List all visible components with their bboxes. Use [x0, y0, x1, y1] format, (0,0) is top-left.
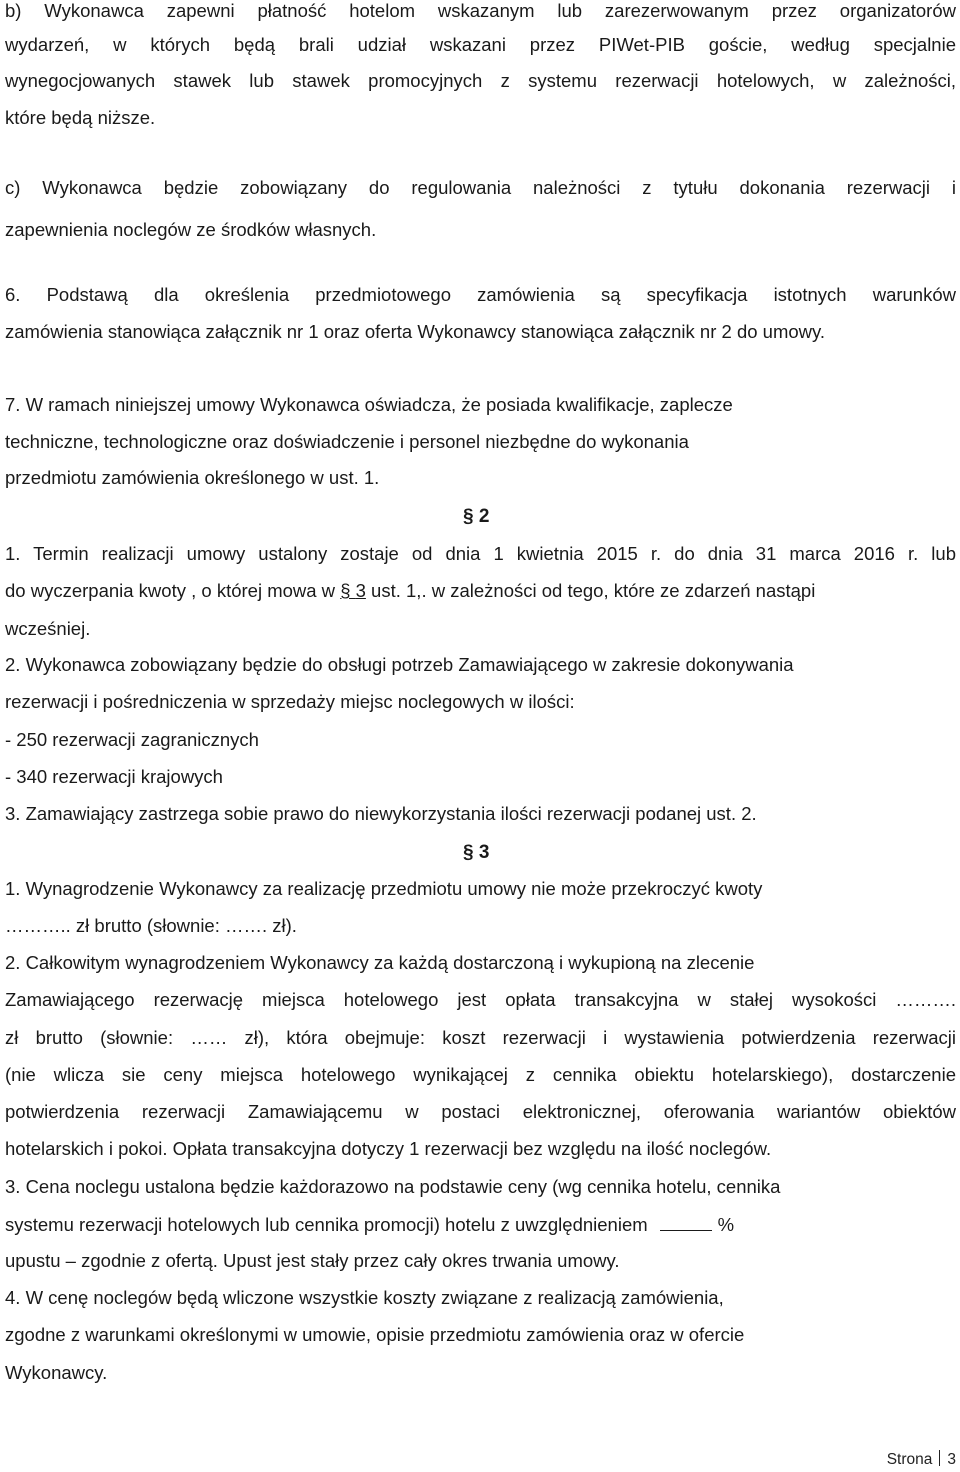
text-line: (nie wlicza sie ceny miejsca hotelowego wynikającej z cennika obiektu hotelarskiego), dostarczenie: [5, 1064, 956, 1085]
section-number: 3: [478, 842, 490, 863]
text-line: 4. W cenę noclegów będą wliczone wszystkie koszty związane z realizacją zamówienia,: [5, 1287, 724, 1308]
text-line: 3. Cena noclegu ustalona będzie każdorazowo na podstawie ceny (wg cennika hotelu, cennika: [5, 1176, 781, 1197]
text-line: b) Wykonawca zapewni płatność hotelom wskazanym lub zarezerwowanym przez organizatorów: [5, 0, 956, 21]
text-line: Wykonawcy.: [5, 1362, 108, 1383]
text-line: które będą niższe.: [5, 107, 156, 128]
text-line: rezerwacji i pośredniczenia w sprzedaży miejsc noclegowych w ilości:: [5, 691, 575, 712]
page-number: 3: [947, 1451, 956, 1468]
text-line: 2. Wykonawca zobowiązany będzie do obsługi potrzeb Zamawiającego w zakresie dokonywania: [5, 654, 794, 675]
section-reference[interactable]: § 3: [340, 580, 366, 601]
page-footer: [887, 1449, 956, 1471]
text-line: wcześniej.: [5, 618, 91, 639]
text-line: 1. Wynagrodzenie Wykonawcy za realizację przedmiotu umowy nie może przekroczyć kwoty: [5, 878, 763, 899]
text-line: 1. Termin realizacji umowy ustalony zostaje od dnia 1 kwietnia 2015 r. do dnia 31 marca 2016 r. lub: [5, 543, 956, 564]
text-line: 3. Zamawiający zastrzega sobie prawo do niewykorzystania ilości rezerwacji podanej ust. 2.: [5, 803, 757, 824]
section-heading: § 3: [463, 842, 490, 863]
text-line: c) Wykonawca będzie zobowiązany do regulowania należności z tytułu dokonania rezerwacji i: [5, 177, 956, 198]
text-line: zł brutto (słownie: …… zł), która obejmuje: koszt rezerwacji i wystawienia potwierdzenia rezerwacji: [5, 1027, 956, 1048]
text-line: hotelarskich i pokoi. Opłata transakcyjna dotyczy 1 rezerwacji bez względu na ilość noclegów.: [5, 1138, 772, 1159]
text-line: zapewnienia noclegów ze środków własnych.: [5, 219, 377, 240]
section-number: 2: [478, 506, 490, 527]
text-line: Zamawiającego rezerwację miejsca hotelowego jest opłata transakcyjna w stałej wysokości ……….: [5, 989, 956, 1010]
text-line: 7. W ramach niniejszej umowy Wykonawca oświadcza, że posiada kwalifikacje, zaplecze: [5, 394, 733, 415]
text-line: zamówienia stanowiąca załącznik nr 1 oraz oferta Wykonawcy stanowiąca załącznik nr 2 do umowy.: [5, 321, 826, 342]
percentage-blank[interactable]: [660, 1212, 712, 1231]
text-line: wydarzeń, w których będą brali udział wskazani przez PIWet-PIB goście, według specjalnie: [5, 34, 956, 55]
list-item: - 250 rezerwacji zagranicznych: [5, 729, 259, 750]
text-span: ust. 1,. w zależności od tego, które ze zdarzeń nastąpi: [365, 580, 816, 601]
text-span: systemu rezerwacji hotelowych lub cennika promocji) hotelu z uwzględnieniem: [5, 1214, 648, 1235]
text-line: [5, 1212, 956, 1237]
text-line: zgodne z warunkami określonymi w umowie, opisie przedmiotu zamówienia oraz w ofercie: [5, 1324, 745, 1345]
footer-label: Strona: [886, 1451, 933, 1468]
text-line: ……….. zł brutto (słownie: ……. zł).: [5, 915, 297, 936]
text-span: do wyczerpania kwoty , o której mowa w: [5, 580, 341, 601]
text-line: 6. Podstawą dla określenia przedmiotowego zamówienia są specyfikacja istotnych warunków: [5, 284, 956, 305]
text-line: potwierdzenia rezerwacji Zamawiającemu w postaci elektronicznej, oferowania wariantów obiektów: [5, 1101, 956, 1122]
text-line: techniczne, technologiczne oraz doświadczenie i personel niezbędne do wykonania: [5, 431, 689, 452]
text-line: [5, 579, 956, 603]
list-item: - 340 rezerwacji krajowych: [5, 766, 223, 787]
text-line: przedmiotu zamówienia określonego w ust. 1.: [5, 467, 380, 488]
text-line: 2. Całkowitym wynagrodzeniem Wykonawcy za każdą dostarczoną i wykupioną na zlecenie: [5, 952, 755, 973]
text-line: upustu – zgodnie z ofertą. Upust jest stały przez cały okres trwania umowy.: [5, 1250, 620, 1271]
footer-divider: [939, 1450, 940, 1466]
text-line: wynegocjowanych stawek lub stawek promocyjnych z systemu rezerwacji hotelowych, w zależności,: [5, 70, 956, 91]
section-heading: § 2: [463, 506, 490, 527]
percent-sign: %: [717, 1214, 735, 1235]
